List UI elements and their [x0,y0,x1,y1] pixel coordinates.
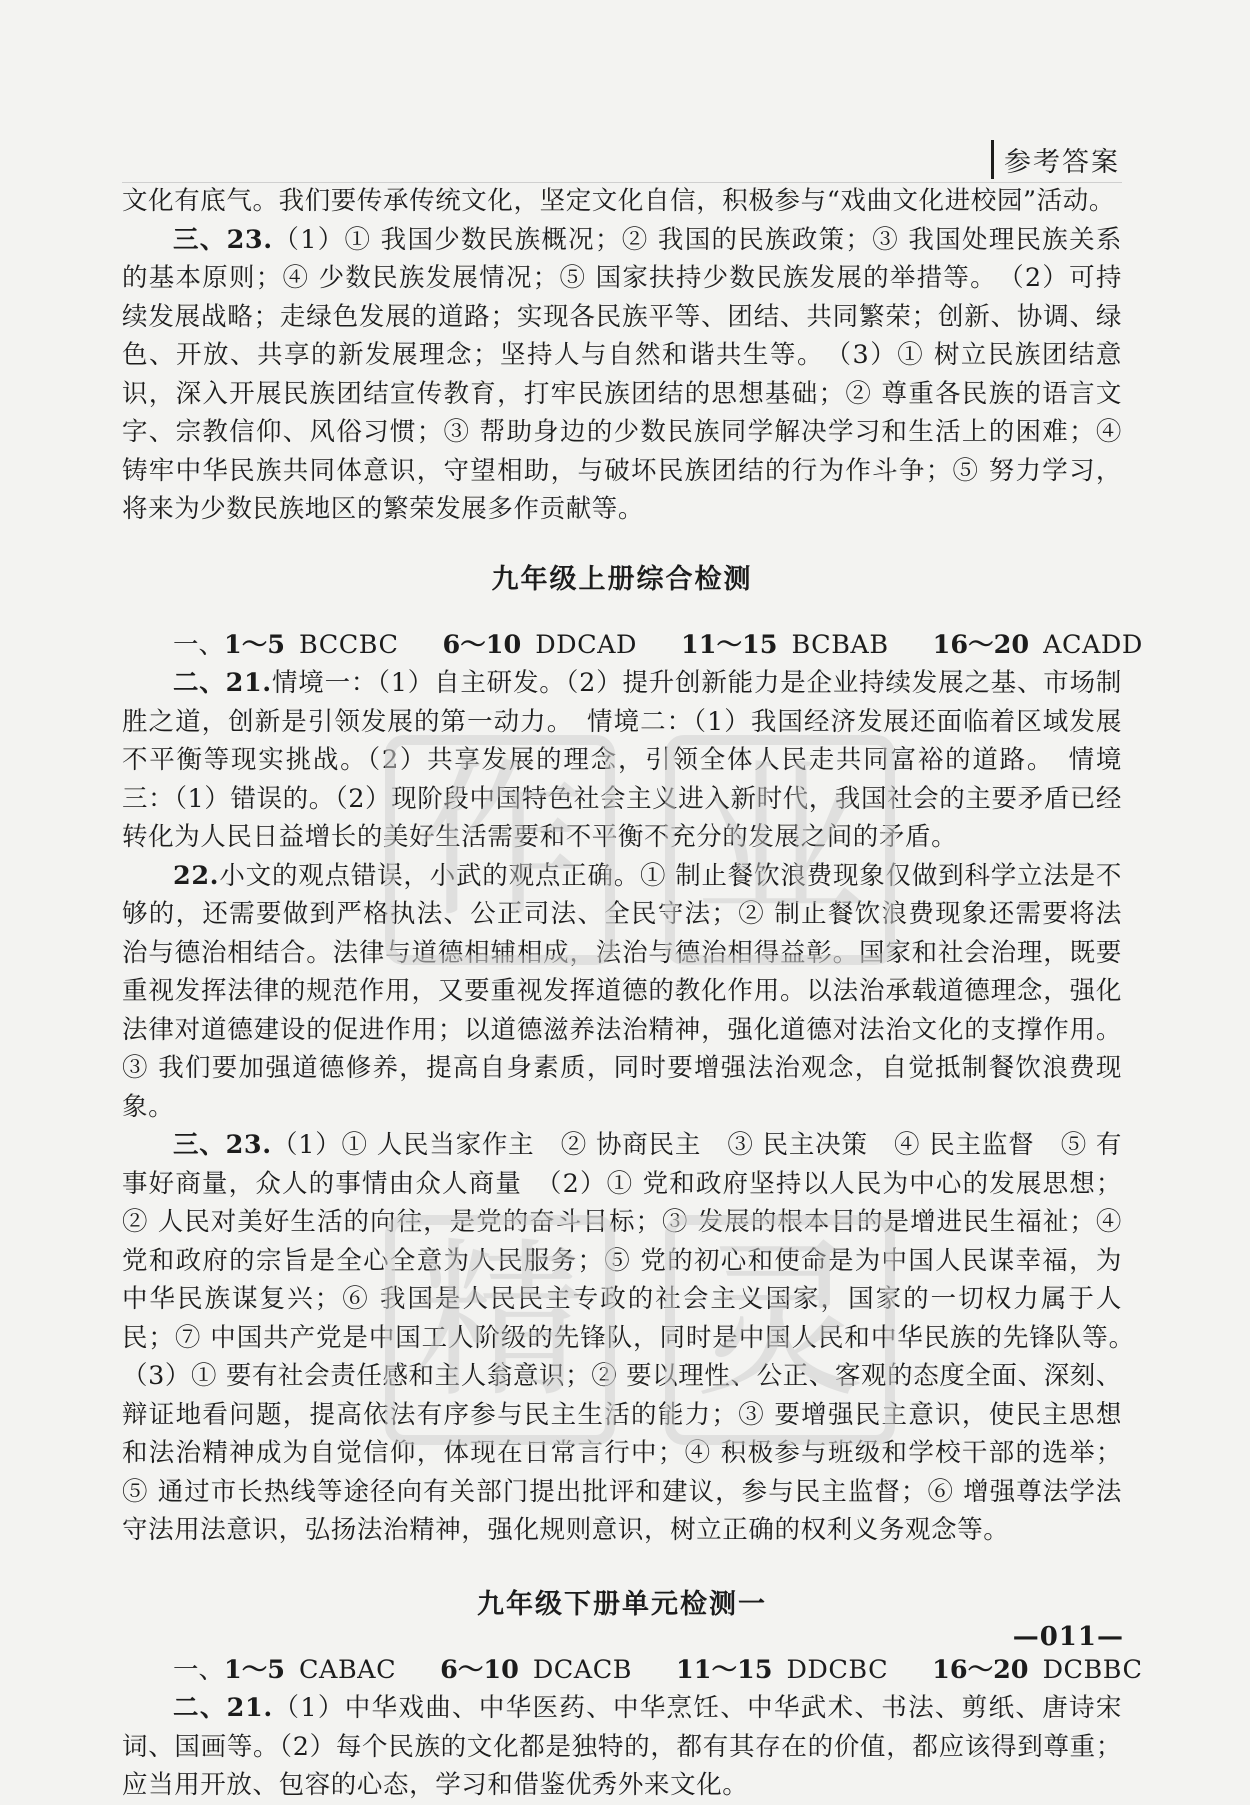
watermark-char: 精 [414,1223,586,1421]
mc-answer: DDCAD [535,629,637,660]
section-header-tag: 参考答案 [991,140,1120,179]
answer-paragraph [122,857,1122,1127]
mc-range: 6～10 [442,629,522,660]
mc-prefix: 一、 [173,1654,225,1685]
question-label: 二、21. [173,668,272,698]
mc-answer: BCCBC [299,629,399,660]
answer-text: （1）① 我国少数民族概况；② 我国的民族政策；③ 我国处理民族关系的基本原则；④ 少数民族发展情况；⑤ 国家扶持少数民族发展的举措等。 （2）可持续发展战略；走绿色发展的道路；实现各民族平等、团结、共同繁荣；创新、协调、绿色、开放、共享的新发展理念；坚持人与自然和谐共生等。 （3）① 树立民族团结意识，深入开展民族团结宣传教育，打牢民族团结的思想基础；② 尊重各民族的语言文字、宗教信仰、风俗习惯；③ 帮助身边的少数民族同学解决学习和生活上的困难；④ 铸牢中华民族共同体意识，守望相助，与破坏民族团结的行为作斗争；⑤ 努力学习，将来为少数民族地区的繁荣发展多作贡献等。 [122,224,1122,524]
section-title: 九年级上册综合检测 [491,563,753,595]
mc-range: 1～5 [224,1654,286,1685]
mc-range: 16～20 [932,629,1030,660]
watermark-char: 业 [694,743,866,941]
question-label: 三、23. [173,224,273,255]
question-label: 22. [173,860,220,891]
watermark-char: 灵 [694,1223,866,1421]
mc-range: 16～20 [932,1654,1029,1685]
answer-text: （1）中华戏曲、中华医药、中华烹饪、中华武术、书法、剪纸、唐诗宋词、国画等。（2）每个民族的文化都是独特的，都有其存在的价值，都应该得到尊重；应当用开放、包容的心态，学习和借鉴优秀外来文化。 [122,1693,1122,1800]
mc-range: 11～15 [675,1654,773,1685]
mc-answer: DCACB [532,1654,632,1685]
answer-paragraph [122,1126,1149,1550]
mc-answer: DDCBC [786,1654,889,1685]
multiple-choice-answers [122,1651,1143,1690]
answer-text: 情境一：（1）自主研发。（2）提升创新能力是企业持续发展之基、市场制胜之道，创新是引领发展的第一动力。 情境二：（1）我国经济发展还面临着区域发展不平衡等现实挑战。（2）共享发展的理念，引领全体人民走共同富裕的道路。 情境三：（1）错误的。（2）现阶段中国特色社会主义进入新时代，我国社会的主要矛盾已经转化为人民日益增长的美好生活需要和不平衡不充分的发展之间的矛盾。 [122,668,1122,852]
answer-paragraph [122,664,1122,857]
answer-text: 小文的观点错误，小武的观点正确。① 制止餐饮浪费现象仅做到科学立法是不够的，还需要做到严格执法、公正司法、全民守法；② 制止餐饮浪费现象还需要将法治与德治相结合。法律与道德相辅相成，法治与德治相得益彰。国家和社会治理，既要重视发挥法律的规范作用，又要重视发挥道德的教化作用。以法治承载道德理念，强化法律对道德建设的促进作用；以道德滋养法治精神，强化道德对法治文化的支撑作用。③ 我们要加强道德修养，提高自身素质，同时要增强法治观念，自觉抵制餐饮浪费现象。 [122,860,1122,1122]
watermark-char: 作 [414,743,586,941]
mc-range: 11～15 [680,629,778,660]
page-number: —011— [1012,1622,1124,1652]
answer-paragraph [122,1689,1122,1805]
continued-paragraph: 文化有底气。我们要传承传统文化，坚定文化自信，积极参与“戏曲文化进校园”活动。 [122,186,1115,216]
section-title: 九年级下册单元检测一 [477,1588,767,1620]
mc-answer: BCBAB [791,629,889,660]
mc-answer: DCBBC [1042,1654,1143,1685]
content-body [122,182,1149,1805]
mc-answer: CABAC [299,1654,397,1685]
mc-range: 6～10 [440,1654,519,1685]
answer-text: （1）① 人民当家作主 ② 协商民主 ③ 民主决策 ④ 民主监督 ⑤ 有事好商量，众人的事情由众人商量 （2）① 党和政府坚持以人民为中心的发展思想；② 人民对美好生活的向往，是党的奋斗目标；③ 发展的根本目的是增进民生福祉；④ 党和政府的宗旨是全心全意为人民服务；⑤ 党的初心和使命是为中国人民谋幸福，为中华民族谋复兴；⑥ 我国是人民民主专政的社会主义国家，国家的一切权力属于人民；⑦ 中国共产党是中国工人阶级的先锋队，同时是中国人民和中华民族的先锋队等。 （3）① 要有社会责任感和主人翁意识；② 要以理性、公正、客观的态度全面、深刻、辩证地看问题，提高依法有序参与民主生活的能力；③ 要增强民主意识，使民主思想和法治精神成为自觉信仰，体现在日常言行中；④ 积极参与班级和学校干部的选举；⑤ 通过市长热线等途径向有关部门提出批评和建议，参与民主监督；⑥ 增强尊法学法守法用法意识，弘扬法治精神，强化规则意识，树立正确的权利义务观念等。 [122,1130,1149,1545]
multiple-choice-answers [122,626,1143,665]
mc-answer: ACADD [1043,629,1143,660]
question-label: 三、23. [173,1130,272,1160]
mc-range: 1～5 [224,629,286,660]
answer-paragraph [122,221,1122,529]
mc-prefix: 一、 [173,629,225,660]
question-label: 二、21. [173,1693,273,1723]
